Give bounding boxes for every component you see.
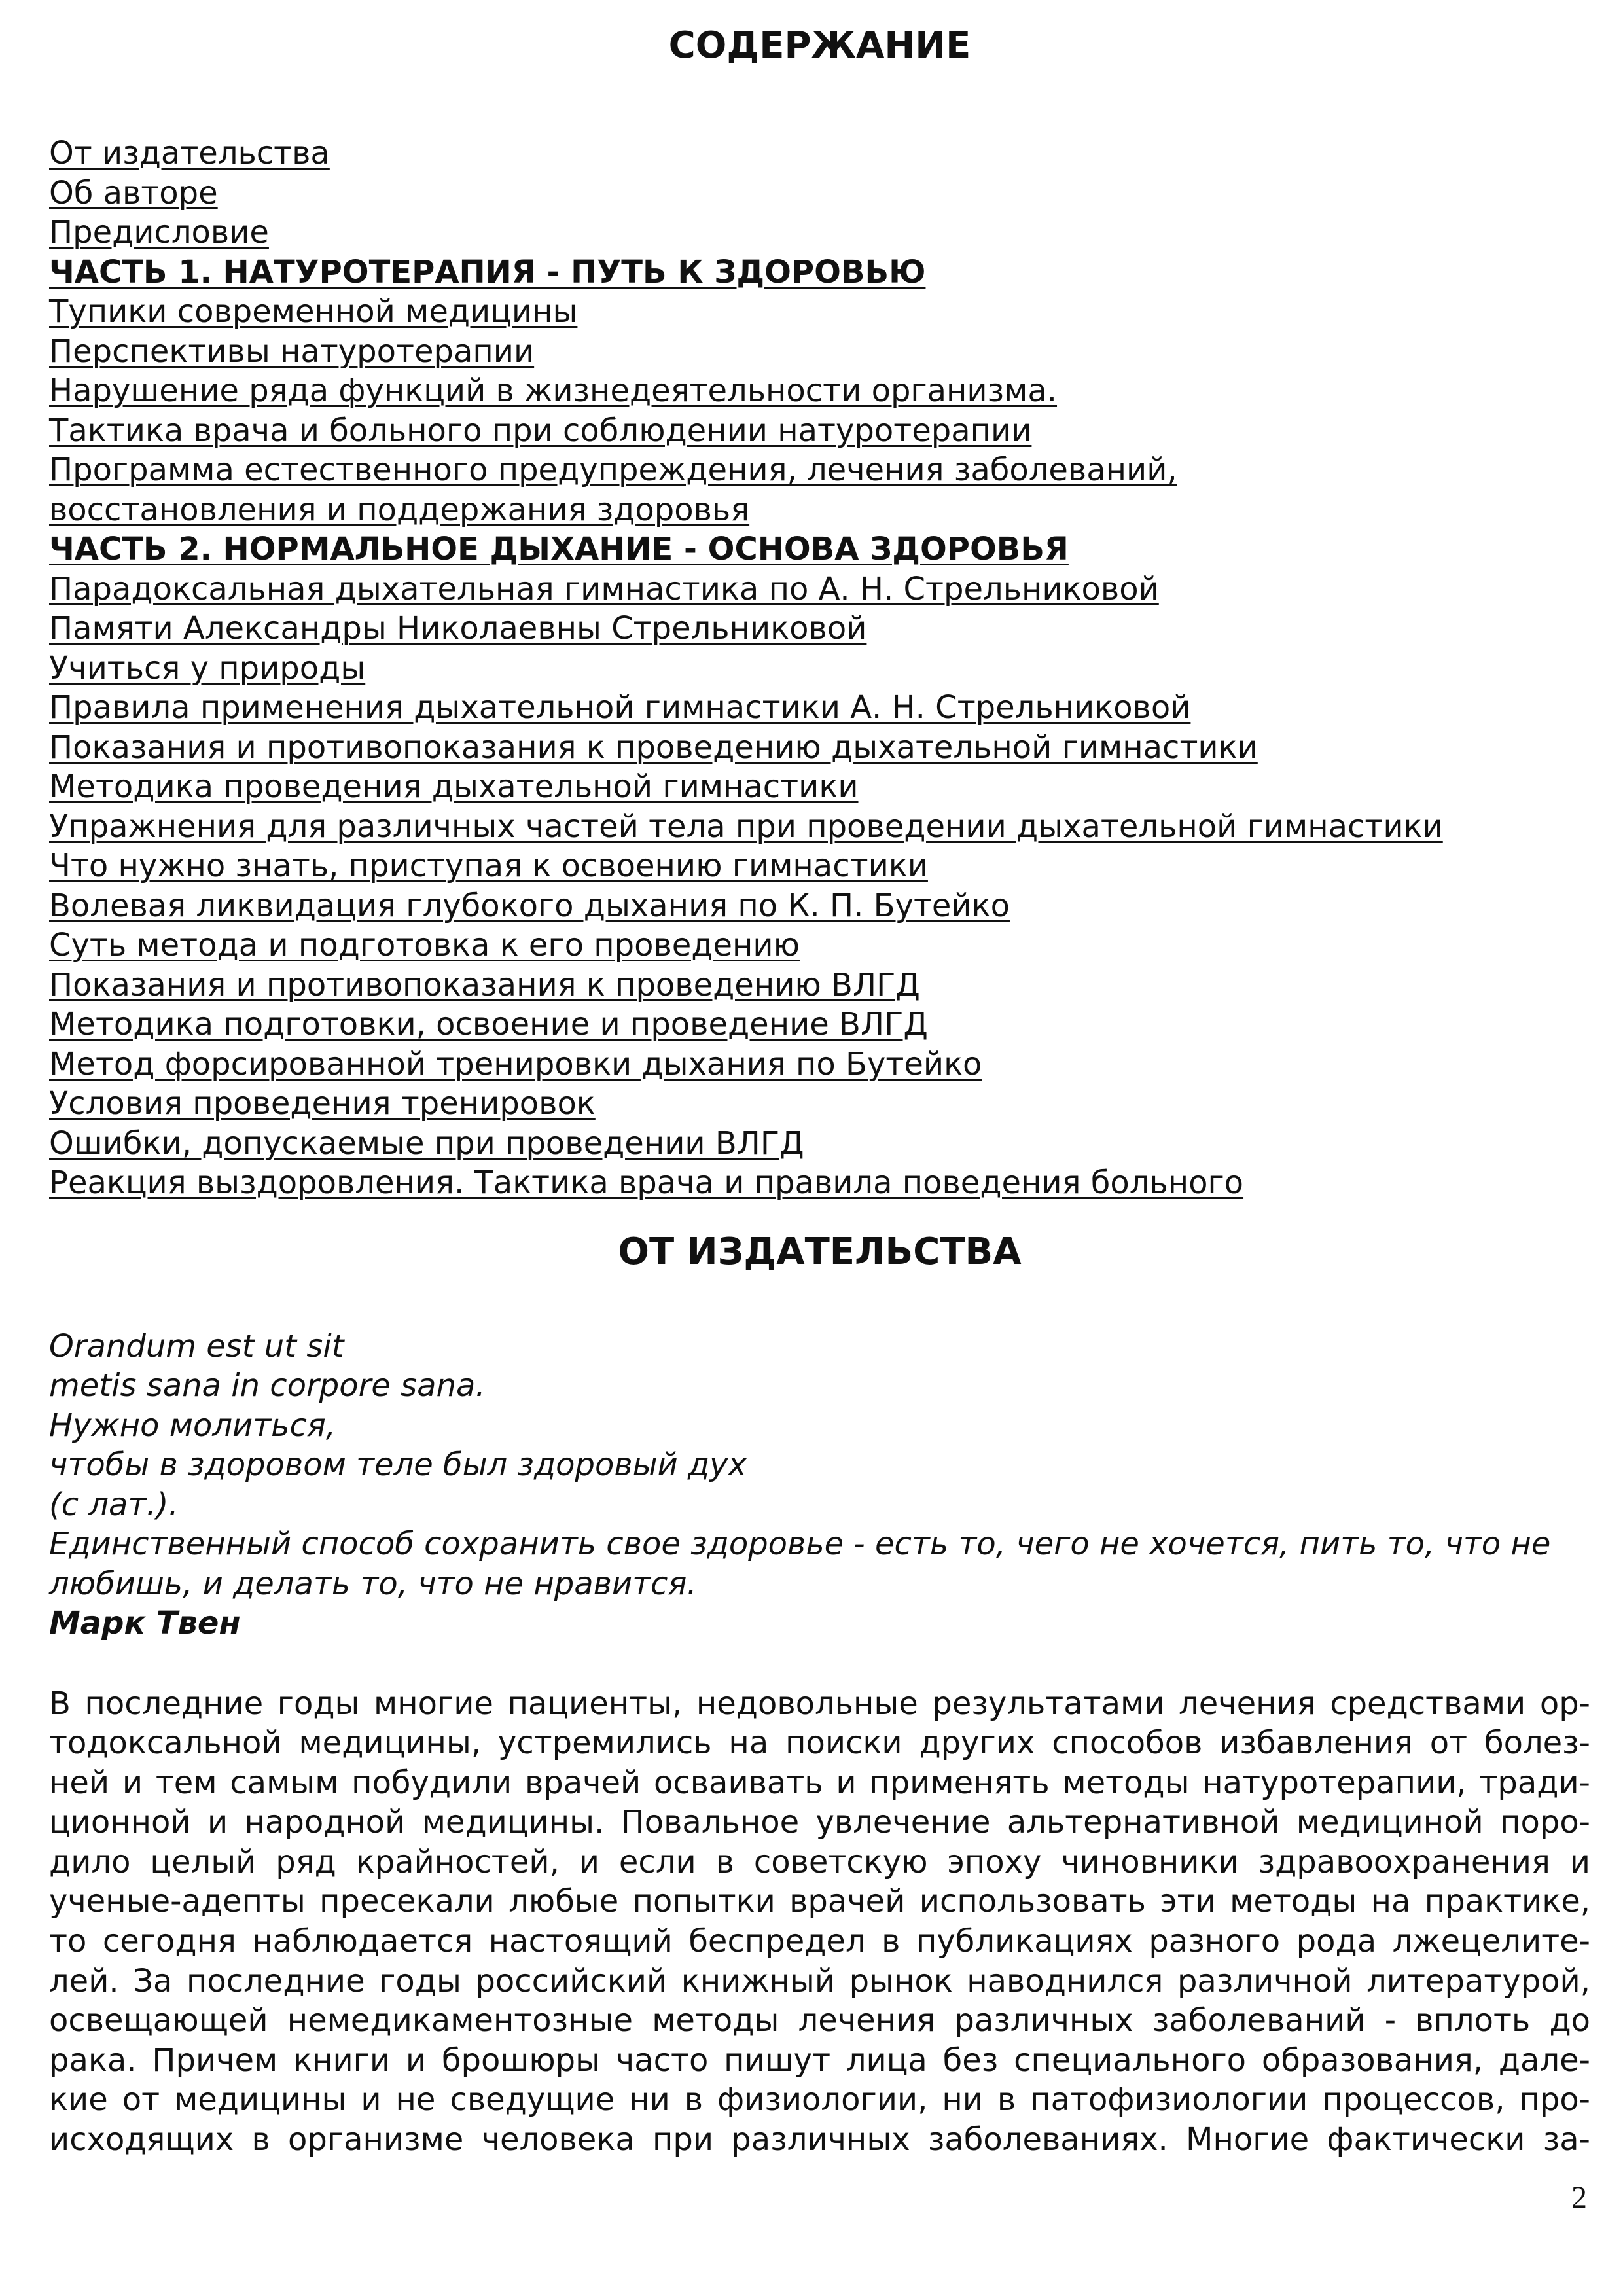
toc-link[interactable]: Тактика врача и больного при соблюдении натуротерапии: [49, 412, 1032, 449]
paragraph-line: лей. За последние годы российский книжный рынок наводнился различной литературой,: [49, 1962, 1590, 2000]
toc-link[interactable]: Об авторе: [49, 174, 218, 211]
toc-link[interactable]: Программа естественного предупреждения, лечения заболеваний,: [49, 452, 1177, 488]
toc-link[interactable]: Методика подготовки, освоение и проведение ВЛГД: [49, 1006, 928, 1043]
toc-link[interactable]: Предисловие: [49, 214, 269, 251]
epigraph-line: чтобы в здоровом теле был здоровый дух: [49, 1446, 747, 1483]
paragraph-line: тодоксальной медицины, устремились на поиски других способов избавления от болез-: [49, 1725, 1590, 1762]
paragraph-line: ученые-адепты пресекали любые попытки врачей использовать эти методы на практике,: [49, 1883, 1590, 1920]
toc-link[interactable]: Реакция выздоровления. Тактика врача и правила поведения больного: [49, 1164, 1244, 1201]
body-paragraph: [49, 1684, 1590, 2160]
paragraph-line: ционной и народной медицины. Повальное увлечение альтернативной медициной поро-: [49, 1804, 1590, 1841]
toc-link[interactable]: Тупики современной медицины: [49, 293, 578, 330]
paragraph-line: рака. Причем книги и брошюры часто пишут лица без специального образования, дале-: [49, 2041, 1590, 2079]
toc-link[interactable]: Суть метода и подготовка к его проведению: [49, 927, 800, 963]
toc-link[interactable]: Правила применения дыхательной гимнастики А. Н. Стрельниковой: [49, 689, 1191, 726]
toc-link[interactable]: Показания и противопоказания к проведению ВЛГД: [49, 966, 920, 1003]
toc-link[interactable]: Учиться у природы: [49, 649, 366, 687]
toc-link[interactable]: Показания и противопоказания к проведению дыхательной гимнастики: [49, 728, 1258, 766]
toc-link[interactable]: Упражнения для различных частей тела при проведении дыхательной гимнастики: [49, 808, 1443, 845]
epigraph-line: Нужно молиться,: [49, 1407, 336, 1444]
paragraph-line: освещающей немедикаментозные методы лечения различных заболеваний - вплоть до: [49, 2002, 1590, 2039]
toc-link[interactable]: Что нужно знать, приступая к освоению гимнастики: [49, 848, 928, 884]
toc-link[interactable]: Перспективы натуротерапии: [49, 332, 535, 370]
toc-link[interactable]: От издательства: [49, 135, 330, 171]
section-title: ОТ ИЗДАТЕЛЬСТВА: [618, 1230, 1022, 1273]
toc-link[interactable]: Метод форсированной тренировки дыхания по Бутейко: [49, 1045, 982, 1083]
epigraph-line: (с лат.).: [49, 1486, 179, 1523]
table-of-contents: [49, 134, 1590, 1203]
epigraph-line: любишь, и делать то, что не нравится.: [49, 1565, 697, 1602]
toc-link[interactable]: Методика проведения дыхательной гимнастики: [49, 768, 859, 805]
epigraph-line: Orandum est ut sit: [49, 1327, 344, 1365]
toc-part-link[interactable]: ЧАСТЬ 2. НОРМАЛЬНОЕ ДЫХАНИЕ - ОСНОВА ЗДОРОВЬЯ: [49, 531, 1069, 567]
toc-link[interactable]: Условия проведения тренировок: [49, 1085, 596, 1122]
epigraph-line: metis sana in corpore sana.: [49, 1367, 486, 1404]
toc-link[interactable]: восстановления и поддержания здоровья: [49, 491, 750, 528]
toc-link[interactable]: Волевая ликвидация глубокого дыхания по К. П. Бутейко: [49, 887, 1010, 924]
page-number: 2: [1571, 2180, 1587, 2215]
epigraph-line: Единственный способ сохранить свое здоровье - есть то, чего не хочется, пить то, что не: [49, 1526, 1551, 1562]
paragraph-line: В последние годы многие пациенты, недовольные результатами лечения средствами ор-: [49, 1685, 1590, 1722]
toc-link[interactable]: Парадоксальная дыхательная гимнастика по А. Н. Стрельниковой: [49, 570, 1159, 607]
paragraph-line: исходящих в организме человека при различных заболеваниях. Многие фактически за-: [49, 2121, 1590, 2159]
paragraph-line: кие от медицины и не сведущие ни в физиологии, ни в патофизиологии процессов, про-: [49, 2081, 1590, 2119]
toc-title: СОДЕРЖАНИЕ: [668, 24, 971, 67]
toc-link[interactable]: Памяти Александры Николаевны Стрельниковой: [49, 610, 867, 647]
toc-link[interactable]: Нарушение ряда функций в жизнедеятельности организма.: [49, 372, 1058, 409]
paragraph-line: ней и тем самым побудили врачей осваивать и применять методы натуротерапии, тради-: [49, 1764, 1590, 1801]
epigraph-author: Марк Твен: [49, 1605, 241, 1641]
paragraph-line: дило целый ряд крайностей, и если в советскую эпоху чиновники здравоохранения и: [49, 1843, 1590, 1880]
epigraph: [49, 1327, 1590, 1643]
paragraph-line: то сегодня наблюдается настоящий беспредел в публикациях разного рода лжецелите-: [49, 1923, 1590, 1960]
toc-link[interactable]: Ошибки, допускаемые при проведении ВЛГД: [49, 1124, 804, 1162]
document-page: [49, 0, 1590, 2160]
toc-part-link[interactable]: ЧАСТЬ 1. НАТУРОТЕРАПИЯ - ПУТЬ К ЗДОРОВЬЮ: [49, 253, 926, 291]
